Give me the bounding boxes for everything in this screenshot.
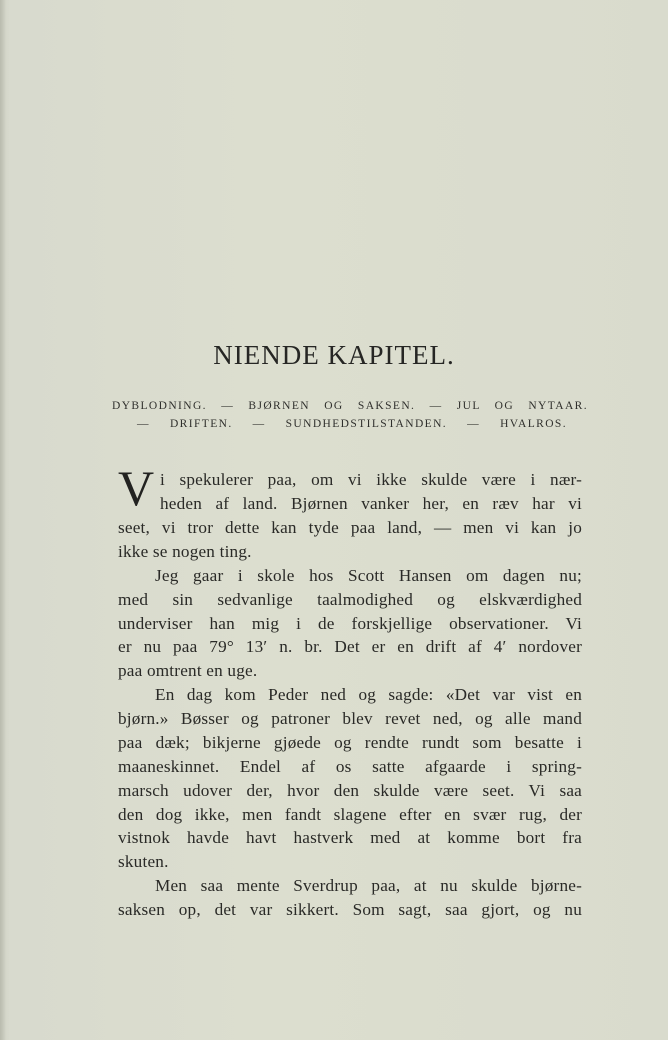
text-line: vistnok havde havt hastverk med at komme bort fra [118, 828, 582, 847]
text-line: paa dæk; bikjerne gjøede og rendte rundt som besatte i [118, 733, 582, 752]
text-line: seet, vi tror dette kan tyde paa land, — men vi kan jo [118, 518, 582, 537]
text-line: paa omtrent en uge. [118, 661, 258, 680]
text-line: heden af land. Bjørnen vanker her, en ræv har vi [160, 494, 582, 513]
text-line: maaneskinnet. Endel af os satte afgaarde i spring- [118, 757, 582, 776]
text-line: er nu paa 79° 13′ n. br. Det er en drift af 4′ nordover [118, 637, 582, 656]
chapter-summary-line-1: DYBLODNING. — BJØRNEN OG SAKSEN. — JUL OG NYTAAR. [112, 400, 588, 412]
text-line: Jeg gaar i skole hos Scott Hansen om dagen nu; [155, 566, 582, 585]
body-text [118, 0, 582, 1040]
text-line: En dag kom Peder ned og sagde: «Det var vist en [155, 685, 582, 704]
page-edge-shadow [0, 0, 6, 1040]
text-line: ikke se nogen ting. [118, 542, 252, 561]
chapter-title: NIENDE KAPITEL. [213, 340, 455, 370]
text-line: saksen op, det var sikkert. Som sagt, saa gjort, og nu [118, 900, 582, 919]
text-line: bjørn.» Bøsser og patroner blev revet ned, og alle mand [118, 709, 582, 728]
text-line: med sin sedvanlige taalmodighed og elskværdighed [118, 590, 582, 609]
text-line: skuten. [118, 852, 169, 871]
text-line: marsch udover der, hvor den skulde være seet. Vi saa [118, 781, 582, 800]
chapter-summary-line-2: — DRIFTEN. — SUNDHEDSTILSTANDEN. — HVALROS. [137, 418, 567, 430]
text-line: den dog ikke, men fandt slagene efter en svær rug, der [118, 805, 582, 824]
text-line: Men saa mente Sverdrup paa, at nu skulde bjørne- [155, 876, 582, 895]
text-line: i spekulerer paa, om vi ikke skulde være i nær- [160, 470, 582, 489]
drop-cap: V [118, 460, 155, 516]
text-line: underviser han mig i de forskjellige observationer. Vi [118, 614, 582, 633]
